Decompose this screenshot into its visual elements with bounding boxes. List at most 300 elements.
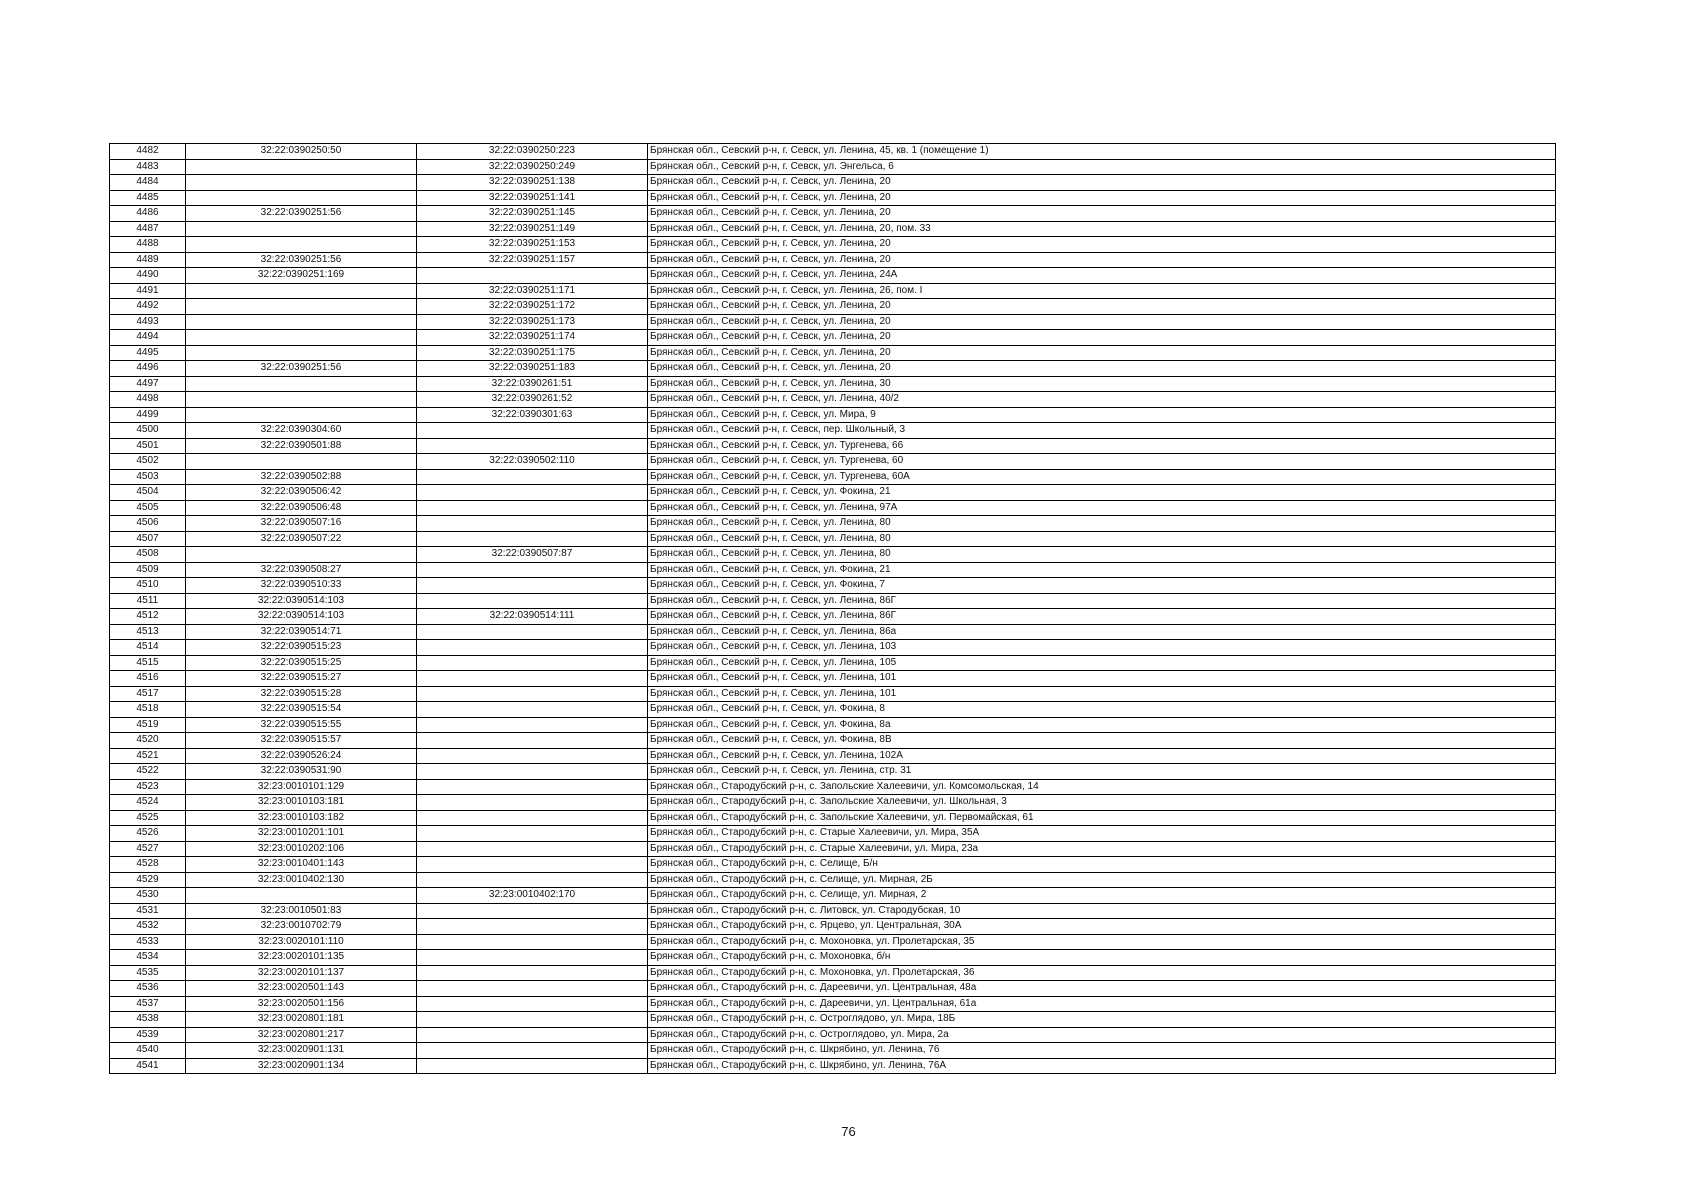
table-row bbox=[110, 330, 1556, 346]
object-cadastral-number-cell: 32:23:0010402:170 bbox=[417, 888, 648, 904]
object-cadastral-number-cell bbox=[417, 965, 648, 981]
parcel-cadastral-number-cell bbox=[186, 345, 417, 361]
address-cell: Брянская обл., Севский р-н, г. Севск, ул. Тургенева, 66 bbox=[648, 438, 1556, 454]
parcel-cadastral-number-cell: 32:22:0390531:90 bbox=[186, 764, 417, 780]
parcel-cadastral-number-cell bbox=[186, 237, 417, 253]
row-number-cell: 4494 bbox=[110, 330, 186, 346]
table-row bbox=[110, 748, 1556, 764]
row-number-cell: 4517 bbox=[110, 686, 186, 702]
object-cadastral-number-cell bbox=[417, 857, 648, 873]
table-row bbox=[110, 283, 1556, 299]
row-number-cell: 4486 bbox=[110, 206, 186, 222]
parcel-cadastral-number-cell: 32:23:0020801:217 bbox=[186, 1027, 417, 1043]
address-cell: Брянская обл., Стародубский р-н, с. Ярцево, ул. Центральная, 30А bbox=[648, 919, 1556, 935]
table-row bbox=[110, 438, 1556, 454]
table-row bbox=[110, 934, 1556, 950]
address-cell: Брянская обл., Севский р-н, г. Севск, ул. Ленина, 20 bbox=[648, 252, 1556, 268]
table-row bbox=[110, 547, 1556, 563]
table-row bbox=[110, 469, 1556, 485]
object-cadastral-number-cell bbox=[417, 516, 648, 532]
parcel-cadastral-number-cell: 32:22:0390515:25 bbox=[186, 655, 417, 671]
table-row bbox=[110, 857, 1556, 873]
address-cell: Брянская обл., Севский р-н, г. Севск, ул. Ленина, 30 bbox=[648, 376, 1556, 392]
parcel-cadastral-number-cell: 32:22:0390304:60 bbox=[186, 423, 417, 439]
object-cadastral-number-cell bbox=[417, 686, 648, 702]
address-cell: Брянская обл., Севский р-н, г. Севск, ул. Ленина, 20 bbox=[648, 237, 1556, 253]
row-number-cell: 4491 bbox=[110, 283, 186, 299]
parcel-cadastral-number-cell: 32:22:0390526:24 bbox=[186, 748, 417, 764]
object-cadastral-number-cell bbox=[417, 702, 648, 718]
address-cell: Брянская обл., Севский р-н, г. Севск, ул. Ленина, 20 bbox=[648, 330, 1556, 346]
row-number-cell: 4482 bbox=[110, 144, 186, 160]
address-cell: Брянская обл., Стародубский р-н, с. Старые Халеевичи, ул. Мира, 23а bbox=[648, 841, 1556, 857]
parcel-cadastral-number-cell bbox=[186, 407, 417, 423]
object-cadastral-number-cell: 32:22:0390251:149 bbox=[417, 221, 648, 237]
address-cell: Брянская обл., Севский р-н, г. Севск, ул. Ленина, 86а bbox=[648, 624, 1556, 640]
address-cell: Брянская обл., Севский р-н, г. Севск, ул. Фокина, 21 bbox=[648, 562, 1556, 578]
row-number-cell: 4523 bbox=[110, 779, 186, 795]
table-row bbox=[110, 810, 1556, 826]
object-cadastral-number-cell: 32:22:0390251:145 bbox=[417, 206, 648, 222]
row-number-cell: 4487 bbox=[110, 221, 186, 237]
parcel-cadastral-number-cell bbox=[186, 454, 417, 470]
table-row bbox=[110, 1043, 1556, 1059]
row-number-cell: 4490 bbox=[110, 268, 186, 284]
row-number-cell: 4502 bbox=[110, 454, 186, 470]
address-cell: Брянская обл., Севский р-н, г. Севск, ул. Ленина, 102А bbox=[648, 748, 1556, 764]
object-cadastral-number-cell bbox=[417, 919, 648, 935]
parcel-cadastral-number-cell: 32:23:0010401:143 bbox=[186, 857, 417, 873]
parcel-cadastral-number-cell: 32:22:0390506:48 bbox=[186, 500, 417, 516]
address-cell: Брянская обл., Севский р-н, г. Севск, ул. Ленина, 101 bbox=[648, 686, 1556, 702]
parcel-cadastral-number-cell: 32:23:0010201:101 bbox=[186, 826, 417, 842]
object-cadastral-number-cell bbox=[417, 934, 648, 950]
object-cadastral-number-cell bbox=[417, 872, 648, 888]
address-cell: Брянская обл., Севский р-н, г. Севск, ул. Фокина, 8а bbox=[648, 717, 1556, 733]
object-cadastral-number-cell bbox=[417, 810, 648, 826]
parcel-cadastral-number-cell bbox=[186, 547, 417, 563]
row-number-cell: 4505 bbox=[110, 500, 186, 516]
object-cadastral-number-cell bbox=[417, 268, 648, 284]
row-number-cell: 4528 bbox=[110, 857, 186, 873]
parcel-cadastral-number-cell: 32:22:0390515:23 bbox=[186, 640, 417, 656]
object-cadastral-number-cell bbox=[417, 1012, 648, 1028]
table-row bbox=[110, 376, 1556, 392]
row-number-cell: 4516 bbox=[110, 671, 186, 687]
row-number-cell: 4512 bbox=[110, 609, 186, 625]
address-cell: Брянская обл., Стародубский р-н, с. Запольские Халеевичи, ул. Первомайская, 61 bbox=[648, 810, 1556, 826]
table-row bbox=[110, 655, 1556, 671]
page-number: 76 bbox=[841, 1124, 856, 1139]
table-row bbox=[110, 159, 1556, 175]
address-cell: Брянская обл., Севский р-н, г. Севск, ул. Ленина, 26, пом. I bbox=[648, 283, 1556, 299]
row-number-cell: 4488 bbox=[110, 237, 186, 253]
object-cadastral-number-cell: 32:22:0390261:51 bbox=[417, 376, 648, 392]
table-row bbox=[110, 454, 1556, 470]
table-row bbox=[110, 516, 1556, 532]
address-cell: Брянская обл., Стародубский р-н, с. Запольские Халеевичи, ул. Комсомольская, 14 bbox=[648, 779, 1556, 795]
object-cadastral-number-cell: 32:22:0390251:141 bbox=[417, 190, 648, 206]
row-number-cell: 4519 bbox=[110, 717, 186, 733]
parcel-cadastral-number-cell: 32:22:0390514:103 bbox=[186, 593, 417, 609]
row-number-cell: 4495 bbox=[110, 345, 186, 361]
parcel-cadastral-number-cell: 32:23:0010103:182 bbox=[186, 810, 417, 826]
address-cell: Брянская обл., Севский р-н, г. Севск, пер. Школьный, 3 bbox=[648, 423, 1556, 439]
row-number-cell: 4511 bbox=[110, 593, 186, 609]
parcel-cadastral-number-cell: 32:22:0390251:169 bbox=[186, 268, 417, 284]
row-number-cell: 4525 bbox=[110, 810, 186, 826]
object-cadastral-number-cell: 32:22:0390251:173 bbox=[417, 314, 648, 330]
parcel-cadastral-number-cell bbox=[186, 175, 417, 191]
table-row bbox=[110, 717, 1556, 733]
parcel-cadastral-number-cell bbox=[186, 299, 417, 315]
row-number-cell: 4539 bbox=[110, 1027, 186, 1043]
address-cell: Брянская обл., Севский р-н, г. Севск, ул. Ленина, 80 bbox=[648, 516, 1556, 532]
object-cadastral-number-cell bbox=[417, 950, 648, 966]
row-number-cell: 4537 bbox=[110, 996, 186, 1012]
table-row bbox=[110, 423, 1556, 439]
address-cell: Брянская обл., Севский р-н, г. Севск, ул. Тургенева, 60А bbox=[648, 469, 1556, 485]
table-row bbox=[110, 252, 1556, 268]
table-row bbox=[110, 361, 1556, 377]
row-number-cell: 4500 bbox=[110, 423, 186, 439]
row-number-cell: 4492 bbox=[110, 299, 186, 315]
parcel-cadastral-number-cell: 32:22:0390507:16 bbox=[186, 516, 417, 532]
object-cadastral-number-cell bbox=[417, 1027, 648, 1043]
row-number-cell: 4541 bbox=[110, 1058, 186, 1074]
row-number-cell: 4521 bbox=[110, 748, 186, 764]
address-cell: Брянская обл., Севский р-н, г. Севск, ул. Мира, 9 bbox=[648, 407, 1556, 423]
parcel-cadastral-number-cell: 32:23:0020101:110 bbox=[186, 934, 417, 950]
table-row bbox=[110, 764, 1556, 780]
table-row bbox=[110, 175, 1556, 191]
table-row bbox=[110, 392, 1556, 408]
parcel-cadastral-number-cell bbox=[186, 330, 417, 346]
address-cell: Брянская обл., Севский р-н, г. Севск, ул. Ленина, 20 bbox=[648, 345, 1556, 361]
address-cell: Брянская обл., Стародубский р-н, с. Литовск, ул. Стародубская, 10 bbox=[648, 903, 1556, 919]
address-cell: Брянская обл., Севский р-н, г. Севск, ул. Фокина, 8 bbox=[648, 702, 1556, 718]
parcel-cadastral-number-cell: 32:22:0390515:57 bbox=[186, 733, 417, 749]
address-cell: Брянская обл., Севский р-н, г. Севск, ул. Ленина, 80 bbox=[648, 547, 1556, 563]
object-cadastral-number-cell: 32:22:0390251:171 bbox=[417, 283, 648, 299]
address-cell: Брянская обл., Севский р-н, г. Севск, ул. Ленина, 45, кв. 1 (помещение 1) bbox=[648, 144, 1556, 160]
parcel-cadastral-number-cell bbox=[186, 283, 417, 299]
address-cell: Брянская обл., Севский р-н, г. Севск, ул. Ленина, стр. 31 bbox=[648, 764, 1556, 780]
parcel-cadastral-number-cell: 32:22:0390251:56 bbox=[186, 361, 417, 377]
row-number-cell: 4509 bbox=[110, 562, 186, 578]
row-number-cell: 4520 bbox=[110, 733, 186, 749]
table-row bbox=[110, 345, 1556, 361]
address-cell: Брянская обл., Севский р-н, г. Севск, ул. Фокина, 7 bbox=[648, 578, 1556, 594]
row-number-cell: 4485 bbox=[110, 190, 186, 206]
object-cadastral-number-cell bbox=[417, 779, 648, 795]
row-number-cell: 4513 bbox=[110, 624, 186, 640]
row-number-cell: 4503 bbox=[110, 469, 186, 485]
object-cadastral-number-cell: 32:22:0390251:175 bbox=[417, 345, 648, 361]
table-row bbox=[110, 903, 1556, 919]
table-row bbox=[110, 686, 1556, 702]
parcel-cadastral-number-cell: 32:23:0020101:135 bbox=[186, 950, 417, 966]
row-number-cell: 4536 bbox=[110, 981, 186, 997]
row-number-cell: 4483 bbox=[110, 159, 186, 175]
parcel-cadastral-number-cell: 32:23:0020801:181 bbox=[186, 1012, 417, 1028]
address-cell: Брянская обл., Стародубский р-н, с. Дареевичи, ул. Центральная, 61а bbox=[648, 996, 1556, 1012]
table-row bbox=[110, 996, 1556, 1012]
table-row bbox=[110, 671, 1556, 687]
table-row bbox=[110, 1058, 1556, 1074]
table-row bbox=[110, 872, 1556, 888]
parcel-cadastral-number-cell: 32:23:0010101:129 bbox=[186, 779, 417, 795]
row-number-cell: 4514 bbox=[110, 640, 186, 656]
table-row bbox=[110, 640, 1556, 656]
object-cadastral-number-cell bbox=[417, 826, 648, 842]
parcel-cadastral-number-cell bbox=[186, 159, 417, 175]
table-row bbox=[110, 1027, 1556, 1043]
parcel-cadastral-number-cell bbox=[186, 392, 417, 408]
row-number-cell: 4538 bbox=[110, 1012, 186, 1028]
object-cadastral-number-cell bbox=[417, 903, 648, 919]
row-number-cell: 4531 bbox=[110, 903, 186, 919]
address-cell: Брянская обл., Севский р-н, г. Севск, ул. Ленина, 86Г bbox=[648, 593, 1556, 609]
parcel-cadastral-number-cell: 32:23:0010501:83 bbox=[186, 903, 417, 919]
table-row bbox=[110, 624, 1556, 640]
parcel-cadastral-number-cell: 32:23:0010702:79 bbox=[186, 919, 417, 935]
object-cadastral-number-cell: 32:22:0390507:87 bbox=[417, 547, 648, 563]
parcel-cadastral-number-cell: 32:23:0020501:143 bbox=[186, 981, 417, 997]
object-cadastral-number-cell bbox=[417, 593, 648, 609]
table-row bbox=[110, 795, 1556, 811]
parcel-cadastral-number-cell: 32:22:0390251:56 bbox=[186, 206, 417, 222]
table-row bbox=[110, 609, 1556, 625]
parcel-cadastral-number-cell: 32:23:0010103:181 bbox=[186, 795, 417, 811]
row-number-cell: 4504 bbox=[110, 485, 186, 501]
address-cell: Брянская обл., Севский р-н, г. Севск, ул. Ленина, 20 bbox=[648, 299, 1556, 315]
row-number-cell: 4496 bbox=[110, 361, 186, 377]
address-cell: Брянская обл., Севский р-н, г. Севск, ул. Ленина, 20 bbox=[648, 190, 1556, 206]
parcel-cadastral-number-cell: 32:22:0390514:71 bbox=[186, 624, 417, 640]
table-row bbox=[110, 578, 1556, 594]
table-row bbox=[110, 981, 1556, 997]
address-cell: Брянская обл., Севский р-н, г. Севск, ул. Тургенева, 60 bbox=[648, 454, 1556, 470]
row-number-cell: 4533 bbox=[110, 934, 186, 950]
table-row bbox=[110, 965, 1556, 981]
address-cell: Брянская обл., Севский р-н, г. Севск, ул. Ленина, 86Г bbox=[648, 609, 1556, 625]
parcel-cadastral-number-cell: 32:22:0390251:56 bbox=[186, 252, 417, 268]
address-cell: Брянская обл., Севский р-н, г. Севск, ул. Фокина, 8В bbox=[648, 733, 1556, 749]
row-number-cell: 4515 bbox=[110, 655, 186, 671]
table-row bbox=[110, 919, 1556, 935]
address-cell: Брянская обл., Севский р-н, г. Севск, ул. Фокина, 21 bbox=[648, 485, 1556, 501]
table-row bbox=[110, 593, 1556, 609]
registry-table bbox=[109, 143, 1556, 1074]
parcel-cadastral-number-cell: 32:22:0390250:50 bbox=[186, 144, 417, 160]
object-cadastral-number-cell: 32:22:0390251:183 bbox=[417, 361, 648, 377]
parcel-cadastral-number-cell: 32:22:0390508:27 bbox=[186, 562, 417, 578]
object-cadastral-number-cell: 32:22:0390261:52 bbox=[417, 392, 648, 408]
address-cell: Брянская обл., Стародубский р-н, с. Запольские Халеевичи, ул. Школьная, 3 bbox=[648, 795, 1556, 811]
address-cell: Брянская обл., Севский р-н, г. Севск, ул. Ленина, 80 bbox=[648, 531, 1556, 547]
address-cell: Брянская обл., Севский р-н, г. Севск, ул. Ленина, 97А bbox=[648, 500, 1556, 516]
address-cell: Брянская обл., Севский р-н, г. Севск, ул. Энгельса, 6 bbox=[648, 159, 1556, 175]
row-number-cell: 4522 bbox=[110, 764, 186, 780]
table-row bbox=[110, 485, 1556, 501]
parcel-cadastral-number-cell: 32:23:0020901:131 bbox=[186, 1043, 417, 1059]
object-cadastral-number-cell bbox=[417, 423, 648, 439]
object-cadastral-number-cell bbox=[417, 562, 648, 578]
object-cadastral-number-cell: 32:22:0390301:63 bbox=[417, 407, 648, 423]
address-cell: Брянская обл., Севский р-н, г. Севск, ул. Ленина, 103 bbox=[648, 640, 1556, 656]
table-row bbox=[110, 500, 1556, 516]
address-cell: Брянская обл., Севский р-н, г. Севск, ул. Ленина, 101 bbox=[648, 671, 1556, 687]
object-cadastral-number-cell bbox=[417, 996, 648, 1012]
row-number-cell: 4506 bbox=[110, 516, 186, 532]
row-number-cell: 4499 bbox=[110, 407, 186, 423]
object-cadastral-number-cell bbox=[417, 981, 648, 997]
object-cadastral-number-cell bbox=[417, 500, 648, 516]
address-cell: Брянская обл., Севский р-н, г. Севск, ул. Ленина, 20 bbox=[648, 361, 1556, 377]
parcel-cadastral-number-cell: 32:22:0390506:42 bbox=[186, 485, 417, 501]
address-cell: Брянская обл., Севский р-н, г. Севск, ул. Ленина, 24А bbox=[648, 268, 1556, 284]
address-cell: Брянская обл., Стародубский р-н, с. Мохоновка, б/н bbox=[648, 950, 1556, 966]
address-cell: Брянская обл., Стародубский р-н, с. Старые Халеевичи, ул. Мира, 35А bbox=[648, 826, 1556, 842]
row-number-cell: 4535 bbox=[110, 965, 186, 981]
object-cadastral-number-cell: 32:22:0390514:111 bbox=[417, 609, 648, 625]
parcel-cadastral-number-cell: 32:22:0390510:33 bbox=[186, 578, 417, 594]
object-cadastral-number-cell: 32:22:0390251:138 bbox=[417, 175, 648, 191]
row-number-cell: 4526 bbox=[110, 826, 186, 842]
object-cadastral-number-cell bbox=[417, 640, 648, 656]
address-cell: Брянская обл., Севский р-н, г. Севск, ул. Ленина, 20 bbox=[648, 314, 1556, 330]
address-cell: Брянская обл., Стародубский р-н, с. Шкрябино, ул. Ленина, 76 bbox=[648, 1043, 1556, 1059]
table-row bbox=[110, 826, 1556, 842]
row-number-cell: 4507 bbox=[110, 531, 186, 547]
row-number-cell: 4501 bbox=[110, 438, 186, 454]
table-row bbox=[110, 407, 1556, 423]
parcel-cadastral-number-cell: 32:22:0390515:27 bbox=[186, 671, 417, 687]
object-cadastral-number-cell: 32:22:0390251:174 bbox=[417, 330, 648, 346]
object-cadastral-number-cell: 32:22:0390251:172 bbox=[417, 299, 648, 315]
row-number-cell: 4493 bbox=[110, 314, 186, 330]
table-row bbox=[110, 562, 1556, 578]
row-number-cell: 4510 bbox=[110, 578, 186, 594]
address-cell: Брянская обл., Стародубский р-н, с. Дареевичи, ул. Центральная, 48а bbox=[648, 981, 1556, 997]
row-number-cell: 4529 bbox=[110, 872, 186, 888]
table-row bbox=[110, 779, 1556, 795]
address-cell: Брянская обл., Стародубский р-н, с. Шкрябино, ул. Ленина, 76А bbox=[648, 1058, 1556, 1074]
table-row bbox=[110, 221, 1556, 237]
parcel-cadastral-number-cell bbox=[186, 221, 417, 237]
parcel-cadastral-number-cell: 32:23:0020501:156 bbox=[186, 996, 417, 1012]
object-cadastral-number-cell bbox=[417, 531, 648, 547]
row-number-cell: 4540 bbox=[110, 1043, 186, 1059]
row-number-cell: 4530 bbox=[110, 888, 186, 904]
address-cell: Брянская обл., Севский р-н, г. Севск, ул. Ленина, 20, пом. 33 bbox=[648, 221, 1556, 237]
object-cadastral-number-cell bbox=[417, 624, 648, 640]
table-row bbox=[110, 702, 1556, 718]
table-row bbox=[110, 1012, 1556, 1028]
table-row bbox=[110, 314, 1556, 330]
parcel-cadastral-number-cell: 32:23:0010202:106 bbox=[186, 841, 417, 857]
object-cadastral-number-cell bbox=[417, 795, 648, 811]
parcel-cadastral-number-cell: 32:23:0020901:134 bbox=[186, 1058, 417, 1074]
object-cadastral-number-cell bbox=[417, 1043, 648, 1059]
object-cadastral-number-cell: 32:22:0390502:110 bbox=[417, 454, 648, 470]
parcel-cadastral-number-cell: 32:22:0390502:88 bbox=[186, 469, 417, 485]
table-row bbox=[110, 237, 1556, 253]
address-cell: Брянская обл., Севский р-н, г. Севск, ул. Ленина, 20 bbox=[648, 206, 1556, 222]
parcel-cadastral-number-cell bbox=[186, 314, 417, 330]
table-row bbox=[110, 733, 1556, 749]
parcel-cadastral-number-cell: 32:22:0390515:55 bbox=[186, 717, 417, 733]
address-cell: Брянская обл., Стародубский р-н, с. Селище, Б/н bbox=[648, 857, 1556, 873]
address-cell: Брянская обл., Стародубский р-н, с. Селище, ул. Мирная, 2Б bbox=[648, 872, 1556, 888]
parcel-cadastral-number-cell bbox=[186, 888, 417, 904]
object-cadastral-number-cell bbox=[417, 733, 648, 749]
object-cadastral-number-cell: 32:22:0390251:153 bbox=[417, 237, 648, 253]
parcel-cadastral-number-cell: 32:22:0390515:28 bbox=[186, 686, 417, 702]
table-row bbox=[110, 531, 1556, 547]
address-cell: Брянская обл., Севский р-н, г. Севск, ул. Ленина, 20 bbox=[648, 175, 1556, 191]
address-cell: Брянская обл., Стародубский р-н, с. Остроглядово, ул. Мира, 2а bbox=[648, 1027, 1556, 1043]
table-row bbox=[110, 190, 1556, 206]
table-row bbox=[110, 144, 1556, 160]
object-cadastral-number-cell bbox=[417, 671, 648, 687]
object-cadastral-number-cell: 32:22:0390250:249 bbox=[417, 159, 648, 175]
table-row bbox=[110, 299, 1556, 315]
row-number-cell: 4498 bbox=[110, 392, 186, 408]
object-cadastral-number-cell bbox=[417, 717, 648, 733]
row-number-cell: 4527 bbox=[110, 841, 186, 857]
row-number-cell: 4484 bbox=[110, 175, 186, 191]
parcel-cadastral-number-cell: 32:22:0390515:54 bbox=[186, 702, 417, 718]
parcel-cadastral-number-cell bbox=[186, 190, 417, 206]
object-cadastral-number-cell bbox=[417, 764, 648, 780]
table-row bbox=[110, 206, 1556, 222]
address-cell: Брянская обл., Стародубский р-н, с. Мохоновка, ул. Пролетарская, 35 bbox=[648, 934, 1556, 950]
object-cadastral-number-cell: 32:22:0390251:157 bbox=[417, 252, 648, 268]
row-number-cell: 4518 bbox=[110, 702, 186, 718]
object-cadastral-number-cell bbox=[417, 841, 648, 857]
object-cadastral-number-cell bbox=[417, 485, 648, 501]
object-cadastral-number-cell bbox=[417, 655, 648, 671]
address-cell: Брянская обл., Севский р-н, г. Севск, ул. Ленина, 40/2 bbox=[648, 392, 1556, 408]
row-number-cell: 4534 bbox=[110, 950, 186, 966]
address-cell: Брянская обл., Севский р-н, г. Севск, ул. Ленина, 105 bbox=[648, 655, 1556, 671]
row-number-cell: 4524 bbox=[110, 795, 186, 811]
parcel-cadastral-number-cell: 32:22:0390507:22 bbox=[186, 531, 417, 547]
registry-table-body bbox=[110, 144, 1556, 1074]
parcel-cadastral-number-cell: 32:22:0390501:88 bbox=[186, 438, 417, 454]
parcel-cadastral-number-cell: 32:23:0020101:137 bbox=[186, 965, 417, 981]
parcel-cadastral-number-cell: 32:22:0390514:103 bbox=[186, 609, 417, 625]
table-row bbox=[110, 841, 1556, 857]
object-cadastral-number-cell bbox=[417, 469, 648, 485]
row-number-cell: 4497 bbox=[110, 376, 186, 392]
parcel-cadastral-number-cell: 32:23:0010402:130 bbox=[186, 872, 417, 888]
address-cell: Брянская обл., Стародубский р-н, с. Мохоновка, ул. Пролетарская, 36 bbox=[648, 965, 1556, 981]
object-cadastral-number-cell bbox=[417, 1058, 648, 1074]
object-cadastral-number-cell bbox=[417, 438, 648, 454]
object-cadastral-number-cell bbox=[417, 578, 648, 594]
row-number-cell: 4532 bbox=[110, 919, 186, 935]
address-cell: Брянская обл., Стародубский р-н, с. Селище, ул. Мирная, 2 bbox=[648, 888, 1556, 904]
parcel-cadastral-number-cell bbox=[186, 376, 417, 392]
table-row bbox=[110, 950, 1556, 966]
table-row bbox=[110, 268, 1556, 284]
table-row bbox=[110, 888, 1556, 904]
row-number-cell: 4489 bbox=[110, 252, 186, 268]
object-cadastral-number-cell bbox=[417, 748, 648, 764]
